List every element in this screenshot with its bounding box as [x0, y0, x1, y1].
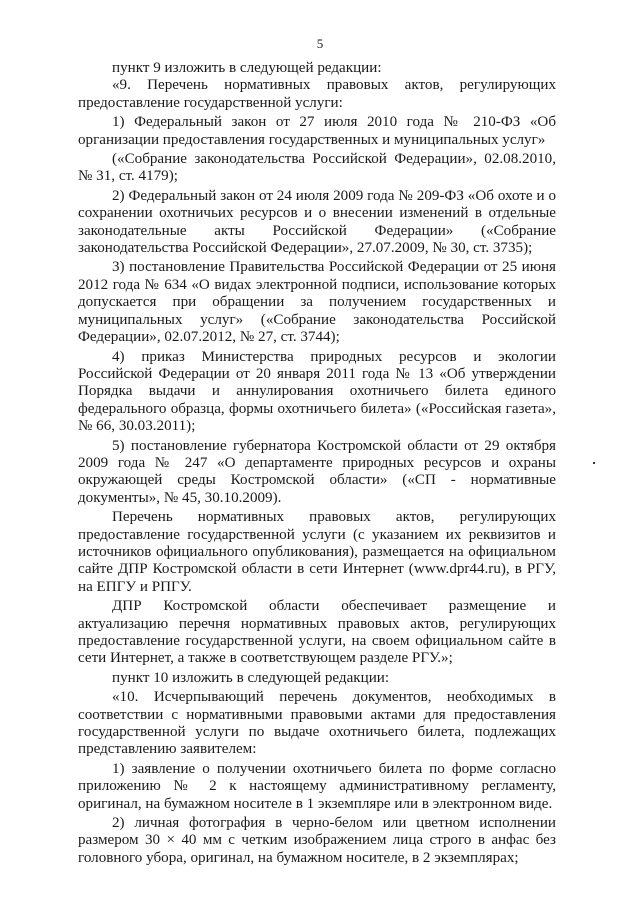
paragraph: ДПР Костромской области обеспечивает размещение и актуализацию перечня нормативных правовых актов, регулирующих предоставление государственной услуги, на своем официальном сайте в сети Интернет, а также в соответствующем разделе РГУ.»; — [78, 598, 556, 667]
page-number: 5 — [316, 36, 324, 51]
document-body — [78, 60, 556, 867]
paragraph: 1) Федеральный закон от 27 июля 2010 года № 210-ФЗ «Об организации предоставления государственных и муниципальных услуг» — [78, 114, 556, 148]
paragraph: «9. Перечень нормативных правовых актов, регулирующих предоставление государственной услуги: — [78, 77, 556, 111]
paragraph: 4) приказ Министерства природных ресурсов и экологии Российской Федерации от 20 января 2011 года № 13 «Об утверждении Порядка выдачи и аннулирования охотничьего билета единого федерального образца, формы охотничьего билета» («Российская газета», № 66, 30.03.2011); — [78, 348, 556, 435]
paragraph: «10. Исчерпывающий перечень документов, необходимых в соответствии с нормативными правовыми актами для предоставления государственной услуги по выдаче охотничьего билета, подлежащих представлению заявителем: — [78, 689, 556, 758]
paragraph: 3) постановление Правительства Российской Федерации от 25 июня 2012 года № 634 «О видах электронной подписи, использование которых допускается при обращении за получением государственных и муниципальных услуг» («Собрание законодательства Российской Федерации», 02.07.2012, № 27, ст. 3744); — [78, 259, 556, 346]
paragraph: 1) заявление о получении охотничьего билета по форме согласно приложению № 2 к настоящему административному регламенту, оригинал, на бумажном носителе в 1 экземпляре или в электронном виде. — [78, 760, 556, 812]
paragraph: 2) Федеральный закон от 24 июля 2009 года № 209-ФЗ «Об охоте и о сохранении охотничьих ресурсов и о внесении изменений в отдельные законодательные акты Российской Федерации» («Собрание законодательства Российской Федерации», 27.07.2009, № 30, ст. 3735); — [78, 187, 556, 257]
paragraph: («Собрание законодательства Российской Федерации», 02.08.2010, № 31, ст. 4179); — [78, 151, 556, 185]
paragraph: пункт 9 изложить в следующей редакции: — [112, 60, 382, 76]
paragraph: пункт 10 изложить в следующей редакции: — [112, 669, 390, 686]
paragraph: 2) личная фотография в черно-белом или цветном исполнении размером 30 × 40 мм с четким изображением лица строго в анфас без головного убора, оригинал, на бумажном носителе, в 2 экземплярах; — [78, 815, 556, 866]
scan-speck — [593, 462, 595, 464]
paragraph: 5) постановление губернатора Костромской области от 29 октября 2009 года № 247 «О департаменте природных ресурсов и охраны окружающей среды Костромской области» («СП - нормативные документы», № 45, 30.10.2009). — [78, 437, 556, 506]
paragraph: Перечень нормативных правовых актов, регулирующих предоставление государственной услуги (с указанием их реквизитов и источников официального опубликования), размещается на официальном сайте ДПР Костромской области в сети Интернет (www.dpr44.ru), в РГУ, на ЕПГУ и РПГУ. — [78, 509, 556, 595]
